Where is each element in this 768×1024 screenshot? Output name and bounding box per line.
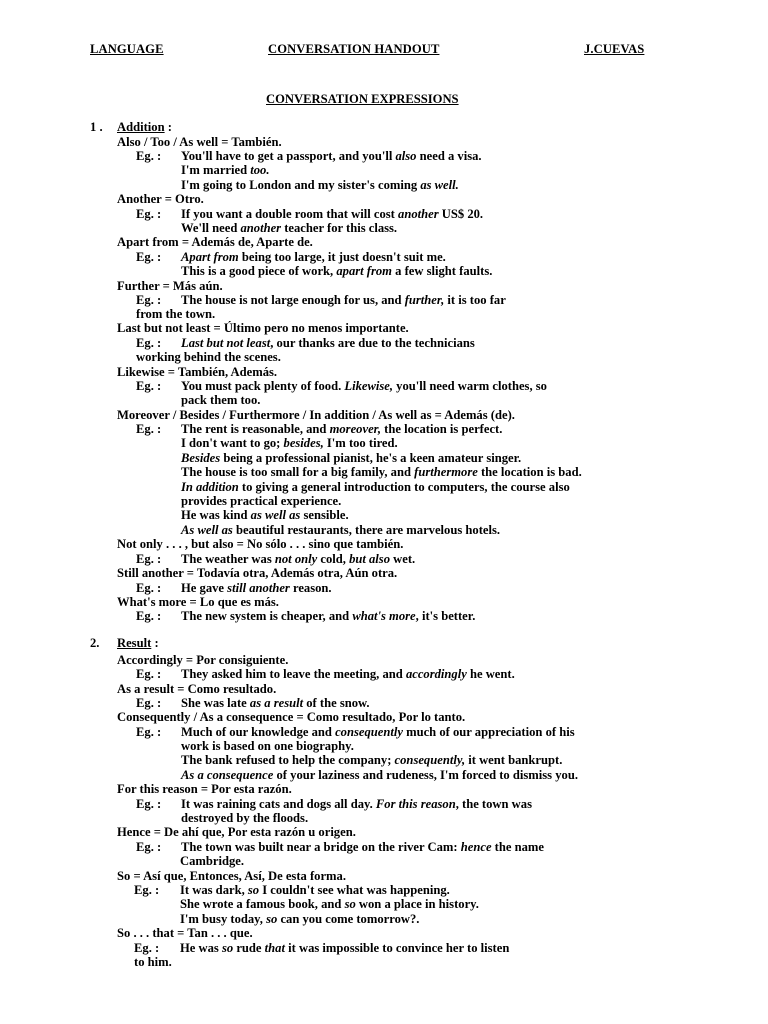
text-segment: The rent is reasonable, and xyxy=(181,422,330,436)
text-line xyxy=(181,523,500,537)
text-line xyxy=(181,811,308,825)
example-label xyxy=(136,293,161,307)
italic-expression: consequently xyxy=(335,725,403,739)
text-segment: being too large, it just doesn't suit me. xyxy=(238,250,446,264)
text-line xyxy=(181,451,521,465)
text-line xyxy=(117,825,356,839)
text-segment: He was xyxy=(180,941,222,955)
text-segment: , it's better. xyxy=(415,609,476,623)
text-line xyxy=(117,869,346,883)
italic-expression: As well as xyxy=(181,523,233,537)
text-line xyxy=(181,797,532,811)
text-segment: a few slight faults. xyxy=(391,264,493,278)
text-line xyxy=(117,365,277,379)
text-line xyxy=(117,682,276,696)
text-segment: Eg. : xyxy=(134,883,160,897)
text-segment: of your laziness and rudeness, I'm forced to dismiss you. xyxy=(273,768,578,782)
text-line xyxy=(181,293,506,307)
text-segment: This is a good piece of work, xyxy=(181,264,337,278)
text-segment: The bank refused to help the company; xyxy=(181,753,395,767)
text-line xyxy=(181,753,562,767)
text-segment: work is based on one biography. xyxy=(181,739,354,753)
text-segment: I'm busy today, xyxy=(180,912,267,926)
text-line xyxy=(117,135,282,149)
text-segment: Last but not least = Último pero no menos importante. xyxy=(117,321,409,335)
text-segment: to giving a general introduction to computers, the course also xyxy=(238,480,570,494)
text-segment: of the snow. xyxy=(303,696,370,710)
text-segment: US$ 20. xyxy=(438,207,484,221)
text-line xyxy=(117,926,253,940)
italic-expression: so xyxy=(266,912,278,926)
text-segment: Not only . . . , but also = No sólo . . . sino que también. xyxy=(117,537,404,551)
text-segment: As a result = Como resultado. xyxy=(117,682,277,696)
text-segment: working behind the scenes. xyxy=(136,350,281,364)
text-segment: Eg. : xyxy=(136,609,162,623)
text-segment: Eg. : xyxy=(136,336,162,350)
italic-expression: as a result xyxy=(249,696,304,710)
text-segment: Eg. : xyxy=(136,552,162,566)
text-segment: cold, xyxy=(317,552,350,566)
example-label xyxy=(136,379,161,393)
text-segment: Eg. : xyxy=(136,250,162,264)
example-label xyxy=(136,840,161,854)
text-line xyxy=(181,436,398,450)
italic-expression: consequently, xyxy=(394,753,466,767)
italic-expression: not only xyxy=(274,552,318,566)
text-segment: Eg. : xyxy=(136,696,162,710)
text-line xyxy=(181,581,332,595)
text-line xyxy=(181,725,575,739)
section-heading-text: Addition xyxy=(117,120,165,134)
italic-expression: that xyxy=(264,941,285,955)
text-segment: Apart from = Además de, Aparte de. xyxy=(117,235,313,249)
section-heading-suffix: : xyxy=(164,120,172,134)
text-segment: You'll have to get a passport, and you'll xyxy=(181,149,396,163)
text-segment: Likewise = También, Además. xyxy=(117,365,278,379)
italic-expression: but also xyxy=(349,552,391,566)
text-segment: Eg. : xyxy=(136,422,162,436)
text-segment: it went bankrupt. xyxy=(465,753,563,767)
text-segment: it was impossible to convince her to listen xyxy=(284,941,510,955)
text-segment: So . . . that = Tan . . . que. xyxy=(117,926,253,940)
text-line xyxy=(136,307,215,321)
italic-expression: so xyxy=(344,897,356,911)
text-line xyxy=(181,480,570,494)
text-line xyxy=(136,350,281,364)
text-line xyxy=(181,508,349,522)
text-segment: reason. xyxy=(289,581,332,595)
text-segment: It was dark, xyxy=(180,883,248,897)
text-line xyxy=(117,782,292,796)
text-segment: They asked him to leave the meeting, and xyxy=(181,667,406,681)
text-line xyxy=(181,422,502,436)
text-segment: Eg. : xyxy=(134,941,160,955)
text-segment: The weather was xyxy=(181,552,275,566)
text-segment: pack them too. xyxy=(181,393,261,407)
text-line xyxy=(117,279,223,293)
text-line xyxy=(181,768,578,782)
text-line xyxy=(117,408,515,422)
text-line xyxy=(181,667,515,681)
text-segment: He was kind xyxy=(181,508,251,522)
text-segment: The new system is cheaper, and xyxy=(181,609,353,623)
text-line xyxy=(181,163,270,177)
text-segment: I'm going to London and my sister's coming xyxy=(181,178,421,192)
header-right: J.CUEVAS xyxy=(584,42,645,56)
text-segment: What's more = Lo que es más. xyxy=(117,595,279,609)
text-segment: Also / Too / As well = También. xyxy=(117,135,282,149)
italic-expression: accordingly xyxy=(405,667,467,681)
italic-expression: apart from xyxy=(336,264,392,278)
text-segment: teacher for this class. xyxy=(281,221,398,235)
example-label xyxy=(134,883,159,897)
italic-expression: so xyxy=(221,941,234,955)
text-segment: Eg. : xyxy=(136,207,162,221)
text-segment: Much of our knowledge and xyxy=(181,725,336,739)
italic-expression: Last but not least xyxy=(181,336,271,350)
example-label xyxy=(136,581,161,595)
text-segment: We'll need xyxy=(181,221,241,235)
page-title: CONVERSATION EXPRESSIONS xyxy=(266,92,459,106)
example-label xyxy=(136,667,161,681)
text-line xyxy=(181,149,482,163)
header-left: LANGUAGE xyxy=(90,42,164,56)
text-line xyxy=(181,465,582,479)
text-segment: , our thanks are due to the technicians xyxy=(270,336,475,350)
text-line xyxy=(180,912,419,926)
text-line xyxy=(117,653,288,667)
section-heading-text: Result xyxy=(117,636,152,650)
text-segment: She was late xyxy=(181,696,250,710)
text-line xyxy=(117,235,313,249)
text-line xyxy=(181,379,547,393)
text-segment: he went. xyxy=(466,667,515,681)
text-segment: the location is perfect. xyxy=(381,422,503,436)
text-segment: I'm married xyxy=(181,163,251,177)
text-segment: Moreover / Besides / Furthermore / In addition / As well as = Además (de). xyxy=(117,408,515,422)
italic-expression: hence xyxy=(460,840,492,854)
text-segment: need a visa. xyxy=(416,149,482,163)
example-label xyxy=(136,552,161,566)
text-segment: being a professional pianist, he's a keen amateur singer. xyxy=(220,451,522,465)
text-segment: If you want a double room that will cost xyxy=(181,207,399,221)
text-line xyxy=(117,321,409,335)
text-segment: It was raining cats and dogs all day. xyxy=(181,797,376,811)
text-line xyxy=(181,250,446,264)
text-segment: the name xyxy=(491,840,544,854)
text-segment: The town was built near a bridge on the river Cam: xyxy=(181,840,461,854)
text-segment: Eg. : xyxy=(136,840,162,854)
text-line xyxy=(181,494,341,508)
example-label xyxy=(136,149,161,163)
text-segment: the location is bad. xyxy=(477,465,582,479)
italic-expression: Likewise, xyxy=(344,379,394,393)
example-label xyxy=(136,250,161,264)
text-segment: rude xyxy=(233,941,265,955)
italic-expression: also xyxy=(395,149,417,163)
text-segment: Still another = Todavía otra, Además otra, Aún otra. xyxy=(117,566,398,580)
text-segment: provides practical experience. xyxy=(181,494,342,508)
italic-expression: Apart from xyxy=(181,250,239,264)
italic-expression: what's more xyxy=(352,609,416,623)
italic-expression: In addition xyxy=(181,480,239,494)
italic-expression: still another xyxy=(227,581,290,595)
italic-expression: as well. xyxy=(420,178,459,192)
section-heading-suffix: : xyxy=(151,636,159,650)
text-line xyxy=(180,854,244,868)
text-line xyxy=(180,897,479,911)
text-line xyxy=(117,566,397,580)
italic-expression: so xyxy=(247,883,260,897)
text-segment: sensible. xyxy=(300,508,349,522)
text-segment: you'll need warm clothes, so xyxy=(393,379,547,393)
example-label xyxy=(136,207,161,221)
text-segment: wet. xyxy=(390,552,416,566)
example-label xyxy=(136,336,161,350)
example-label xyxy=(136,725,161,739)
text-segment: The house is not large enough for us, and xyxy=(181,293,405,307)
example-label xyxy=(136,422,161,436)
text-line xyxy=(181,336,475,350)
text-segment: She wrote a famous book, and xyxy=(180,897,345,911)
text-line xyxy=(181,840,544,854)
italic-expression: another xyxy=(398,207,439,221)
italic-expression: moreover, xyxy=(329,422,382,436)
text-segment: Hence = De ahí que, Por esta razón u origen. xyxy=(117,825,356,839)
italic-expression: For this reason xyxy=(375,797,456,811)
text-line xyxy=(181,178,459,192)
text-segment: Eg. : xyxy=(136,667,162,681)
text-line xyxy=(181,207,483,221)
text-segment: Eg. : xyxy=(136,581,162,595)
text-segment: So = Así que, Entonces, Así, De esta forma. xyxy=(117,869,346,883)
text-segment: beautiful restaurants, there are marvelous hotels. xyxy=(232,523,501,537)
text-segment: He gave xyxy=(181,581,228,595)
text-segment: destroyed by the floods. xyxy=(181,811,309,825)
example-label xyxy=(136,696,161,710)
text-segment: Eg. : xyxy=(136,149,162,163)
section-number: 2. xyxy=(90,636,100,650)
text-segment: won a place in history. xyxy=(355,897,479,911)
italic-expression: another xyxy=(240,221,282,235)
text-line xyxy=(181,221,397,235)
text-segment: Eg. : xyxy=(136,725,162,739)
italic-expression: Besides xyxy=(181,451,221,465)
text-segment: I'm too tired. xyxy=(323,436,398,450)
text-segment: Eg. : xyxy=(136,797,162,811)
text-segment: it is too far xyxy=(444,293,506,307)
text-line xyxy=(117,595,279,609)
text-segment: much of our appreciation of his xyxy=(402,725,575,739)
section-heading xyxy=(117,120,172,134)
text-segment: You must pack plenty of food. xyxy=(181,379,345,393)
text-segment: Eg. : xyxy=(136,293,162,307)
text-line xyxy=(181,739,354,753)
italic-expression: besides, xyxy=(283,436,324,450)
text-line xyxy=(180,883,450,897)
example-label xyxy=(136,609,161,623)
italic-expression: too. xyxy=(250,163,270,177)
section-number: 1 . xyxy=(90,120,103,134)
example-label xyxy=(134,941,159,955)
text-line xyxy=(181,393,260,407)
text-segment: Another = Otro. xyxy=(117,192,204,206)
text-line xyxy=(134,955,172,969)
text-segment: Further = Más aún. xyxy=(117,279,223,293)
text-line xyxy=(181,696,370,710)
italic-expression: further, xyxy=(404,293,445,307)
text-segment: to him. xyxy=(134,955,172,969)
text-segment: Accordingly = Por consiguiente. xyxy=(117,653,289,667)
text-line xyxy=(180,941,509,955)
text-segment: Eg. : xyxy=(136,379,162,393)
section-heading xyxy=(117,636,159,650)
text-line xyxy=(117,710,465,724)
text-line xyxy=(181,609,475,623)
header-center: CONVERSATION HANDOUT xyxy=(268,42,440,56)
text-segment: Consequently / As a consequence = Como resultado, Por lo tanto. xyxy=(117,710,466,724)
italic-expression: As a consequence xyxy=(181,768,274,782)
text-line xyxy=(117,537,403,551)
text-segment: I couldn't see what was happening. xyxy=(259,883,450,897)
text-line xyxy=(181,264,492,278)
text-segment: The house is too small for a big family, and xyxy=(181,465,415,479)
text-line xyxy=(181,552,415,566)
example-label xyxy=(136,797,161,811)
text-line xyxy=(117,192,204,206)
text-segment: , the town was xyxy=(455,797,532,811)
text-segment: Cambridge. xyxy=(180,854,245,868)
italic-expression: as well as xyxy=(250,508,301,522)
text-segment: I don't want to go; xyxy=(181,436,284,450)
text-segment: can you come tomorrow?. xyxy=(277,912,420,926)
italic-expression: furthermore xyxy=(414,465,478,479)
text-segment: For this reason = Por esta razón. xyxy=(117,782,292,796)
text-segment: from the town. xyxy=(136,307,216,321)
